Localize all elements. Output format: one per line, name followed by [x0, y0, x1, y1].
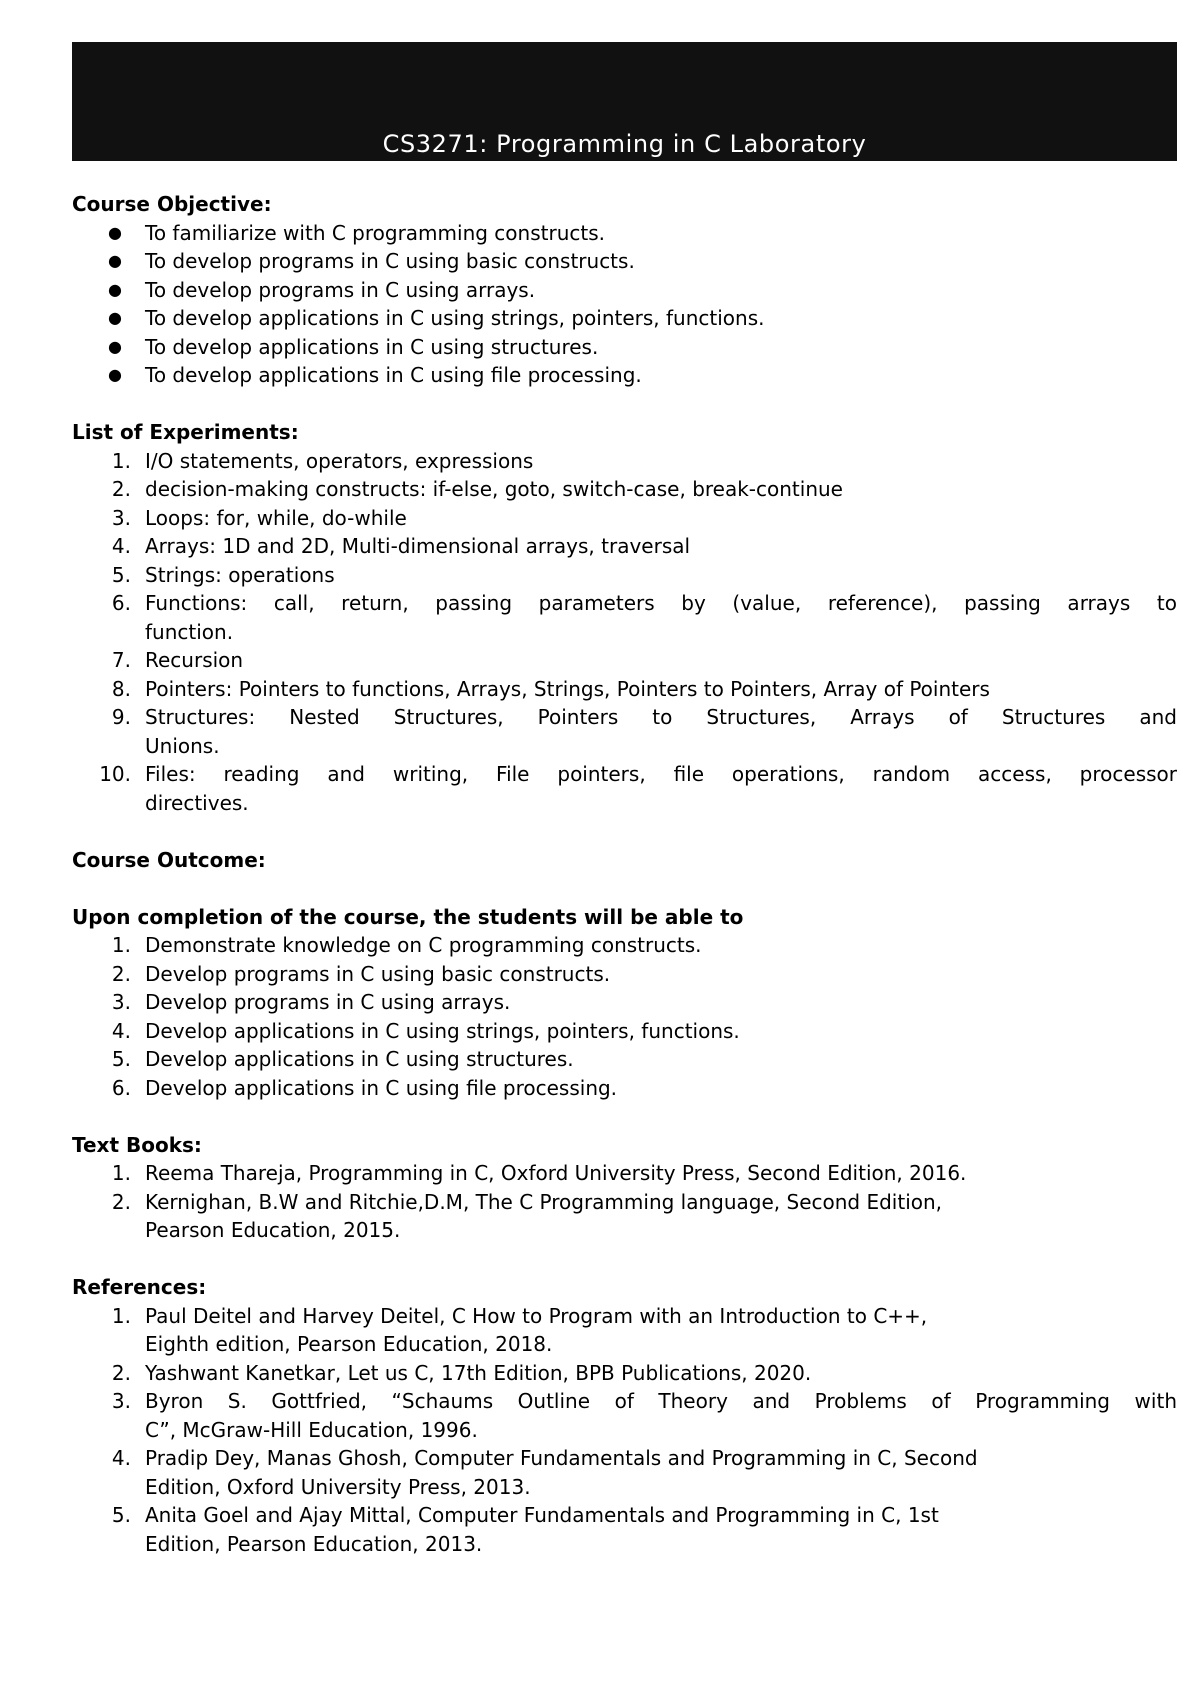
list-item [72, 1359, 1177, 1388]
list-item [72, 276, 1177, 305]
list-item-text: Paul Deitel and Harvey Deitel, C How to Program with an Introduction to C++, [145, 1303, 928, 1328]
list-item-text: Loops: for, while, do-while [145, 505, 407, 530]
list-item-text: C”, McGraw-Hill Education, 1996. [145, 1417, 478, 1442]
list-item-text: Pointers: Pointers to functions, Arrays, Strings, Pointers to Pointers, Array of Pointers [145, 676, 990, 701]
list-item-text: To develop applications in C using structures. [145, 334, 599, 359]
list-item-text: Files: reading and writing, File pointers, file operations, random access, processor [145, 762, 1177, 786]
bullet-icon: ● [108, 365, 122, 384]
list-item-text: To familiarize with C programming constructs. [145, 220, 605, 245]
list-item-text: To develop applications in C using strings, pointers, functions. [145, 306, 765, 330]
list-item [72, 219, 1177, 248]
list-item-text: Arrays: 1D and 2D, Multi-dimensional arrays, traversal [145, 534, 691, 558]
list-item [72, 1017, 1177, 1046]
item-number: 5. [111, 562, 131, 587]
list-item [72, 475, 1177, 504]
item-number: 6. [111, 1075, 131, 1100]
item-number: 3. [111, 505, 131, 530]
outcome-list [72, 931, 1177, 1102]
bullet-icon: ● [108, 336, 122, 356]
bullet-icon: ● [108, 279, 122, 299]
list-item-text: Reema Thareja, Programming in C, Oxford University Press, Second Edition, 2016. [145, 1161, 967, 1185]
list-item [72, 247, 1177, 276]
item-number: 1. [111, 933, 131, 957]
list-item-text: function. [145, 619, 234, 644]
list-item-text: To develop programs in C using basic constructs. [145, 249, 635, 273]
list-item [72, 504, 1177, 533]
list-item [72, 561, 1177, 590]
section-heading-references: References: [72, 1275, 207, 1299]
list-item [72, 931, 1177, 960]
item-number: 5. [111, 1503, 131, 1527]
item-number: 3. [111, 990, 131, 1014]
bullet-icon: ● [108, 222, 122, 242]
item-number: 9. [111, 705, 131, 729]
section-heading-outcome: Course Outcome: [72, 847, 266, 872]
item-number: 6. [111, 591, 131, 615]
item-number: 10. [99, 762, 131, 786]
item-number: 2. [111, 1189, 131, 1214]
list-item-text: Develop applications in C using strings, pointers, functions. [145, 1018, 740, 1043]
list-item [72, 1444, 1177, 1501]
list-item-text: decision-making constructs: if-else, goto, switch-case, break-continue [145, 477, 843, 501]
list-item [72, 1188, 1177, 1245]
outcome-intro: Upon completion of the course, the students will be able to [72, 904, 744, 929]
list-item [72, 1302, 1177, 1359]
list-item [72, 960, 1177, 989]
section-heading-objective: Course Objective: [72, 192, 272, 216]
list-item-text: Functions: call, return, passing parameters by (value, reference), passing arrays to [145, 591, 1177, 615]
list-item-text: Strings: operations [145, 562, 335, 587]
item-number: 5. [111, 1047, 131, 1071]
title-banner [72, 42, 1177, 161]
textbooks-list [72, 1159, 1177, 1245]
item-number: 2. [111, 477, 131, 501]
item-number: 7. [111, 648, 131, 672]
list-item-text: Demonstrate knowledge on C programming constructs. [145, 933, 702, 957]
list-item [72, 333, 1177, 362]
list-item-text: Develop applications in C using structures. [145, 1047, 574, 1071]
item-number: 1. [111, 1303, 131, 1328]
list-item [72, 1387, 1177, 1444]
objective-list [72, 219, 1177, 390]
list-item-text: Recursion [145, 648, 244, 672]
list-item-text: Pradip Dey, Manas Ghosh, Computer Fundamentals and Programming in C, Second [145, 1446, 978, 1470]
list-item-text: Byron S. Gottfried, “Schaums Outline of Theory and Problems of Programming with [145, 1389, 1177, 1413]
list-item [72, 703, 1177, 760]
experiments-list [72, 447, 1177, 818]
item-number: 4. [111, 1018, 131, 1043]
document-body [72, 190, 1177, 1558]
list-item [72, 1045, 1177, 1074]
list-item-text: Anita Goel and Ajay Mittal, Computer Fundamentals and Programming in C, 1st [145, 1503, 939, 1527]
list-item-text: I/O statements, operators, expressions [145, 448, 534, 473]
list-item-text: Develop programs in C using basic constructs. [145, 961, 611, 986]
list-item [72, 589, 1177, 646]
item-number: 8. [111, 676, 131, 701]
list-item [72, 1501, 1177, 1558]
item-number: 2. [111, 961, 131, 986]
item-number: 4. [111, 534, 131, 558]
list-item [72, 988, 1177, 1017]
bullet-icon: ● [108, 251, 122, 270]
section-heading-experiments: List of Experiments: [72, 420, 299, 444]
page-title: CS3271: Programming in C Laboratory [382, 130, 867, 158]
list-item [72, 304, 1177, 333]
item-number: 1. [111, 1161, 131, 1185]
list-item [72, 361, 1177, 390]
list-item-text: Yashwant Kanetkar, Let us C, 17th Edition, BPB Publications, 2020. [145, 1360, 812, 1385]
section-heading-textbooks: Text Books: [72, 1132, 202, 1157]
list-item-text: Develop programs in C using arrays. [145, 990, 511, 1014]
list-item-text: To develop applications in C using file processing. [145, 363, 642, 387]
list-item-text: To develop programs in C using arrays. [145, 277, 536, 302]
list-item-text: Edition, Oxford University Press, 2013. [145, 1474, 531, 1499]
list-item-text: Pearson Education, 2015. [145, 1218, 401, 1242]
list-item-text: directives. [145, 790, 249, 815]
list-item-text: Unions. [145, 733, 220, 758]
list-item [72, 532, 1177, 561]
list-item-text: Develop applications in C using file processing. [145, 1075, 618, 1100]
item-number: 3. [111, 1389, 131, 1413]
item-number: 4. [111, 1446, 131, 1470]
bullet-icon: ● [108, 308, 122, 327]
references-list [72, 1302, 1177, 1559]
item-number: 2. [111, 1360, 131, 1385]
list-item [72, 1159, 1177, 1188]
item-number: 1. [111, 448, 131, 473]
list-item-text: Eighth edition, Pearson Education, 2018. [145, 1332, 553, 1356]
list-item [72, 646, 1177, 675]
list-item-text: Edition, Pearson Education, 2013. [145, 1531, 483, 1556]
list-item [72, 675, 1177, 704]
list-item-text: Kernighan, B.W and Ritchie,D.M, The C Programming language, Second Edition, [145, 1189, 943, 1214]
list-item [72, 1074, 1177, 1103]
list-item-text: Structures: Nested Structures, Pointers to Structures, Arrays of Structures and [145, 705, 1177, 729]
list-item [72, 760, 1177, 817]
list-item [72, 447, 1177, 476]
